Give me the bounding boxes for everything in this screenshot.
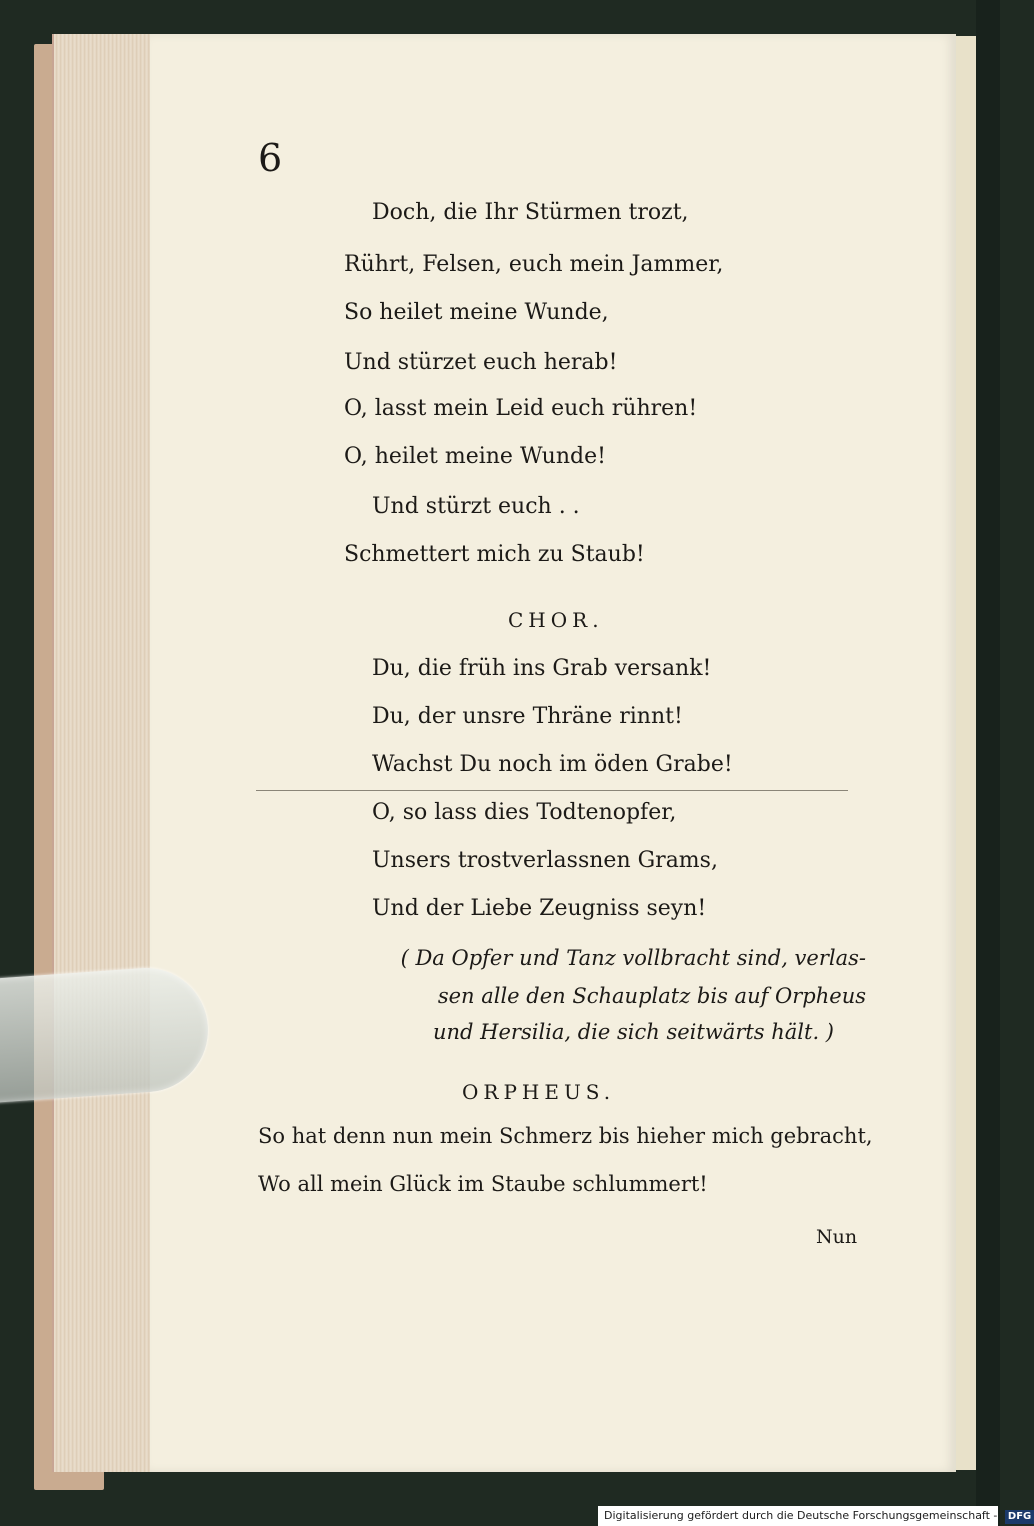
background-right — [976, 0, 1000, 1526]
chor-line: Du, die früh ins Grab versank! — [372, 656, 712, 681]
chor-line: Und der Liebe Zeugniss seyn! — [372, 896, 707, 921]
verse-line: Schmettert mich zu Staub! — [344, 542, 645, 567]
bleed-through-rule — [256, 790, 848, 791]
orpheus-line: So hat denn nun mein Schmerz bis hieher mich gebracht, — [258, 1124, 873, 1148]
chor-heading: CHOR. — [508, 608, 604, 632]
verse-line: Doch, die Ihr Stürmen trozt, — [372, 200, 689, 225]
footer-credit — [598, 1506, 1032, 1526]
stage-direction-line: ( Da Opfer und Tanz vollbracht sind, verlas- — [400, 946, 866, 970]
verse-line: O, lasst mein Leid euch rühren! — [344, 396, 698, 421]
catchword: Nun — [816, 1226, 858, 1248]
stage-direction-line: sen alle den Schauplatz bis auf Orpheus — [437, 984, 866, 1008]
page-number: 6 — [258, 136, 283, 180]
dfg-logo: DFG — [1005, 1510, 1034, 1524]
verse-line: Und stürzt euch . . — [372, 494, 580, 519]
page-stack-edge — [52, 34, 158, 1472]
orpheus-line: Wo all mein Glück im Staube schlummert! — [258, 1172, 708, 1196]
orpheus-heading: ORPHEUS. — [462, 1080, 616, 1104]
chor-line: Unsers trostverlassnen Grams, — [372, 848, 718, 873]
chor-line: O, so lass dies Todtenopfer, — [372, 800, 677, 825]
chor-line: Wachst Du noch im öden Grabe! — [372, 752, 733, 777]
facing-page-edge — [956, 36, 976, 1470]
verse-line: So heilet meine Wunde, — [344, 300, 609, 325]
verse-line: Rührt, Felsen, euch mein Jammer, — [344, 252, 724, 277]
stage-direction-line: und Hersilia, die sich seitwärts hält. ) — [433, 1020, 834, 1044]
verse-line: Und stürzet euch herab! — [344, 350, 618, 375]
chor-line: Du, der unsre Thräne rinnt! — [372, 704, 683, 729]
verse-line: O, heilet meine Wunde! — [344, 444, 606, 469]
footer-text: Digitalisierung gefördert durch die Deutsche Forschungsgemeinschaft - — [604, 1509, 998, 1522]
